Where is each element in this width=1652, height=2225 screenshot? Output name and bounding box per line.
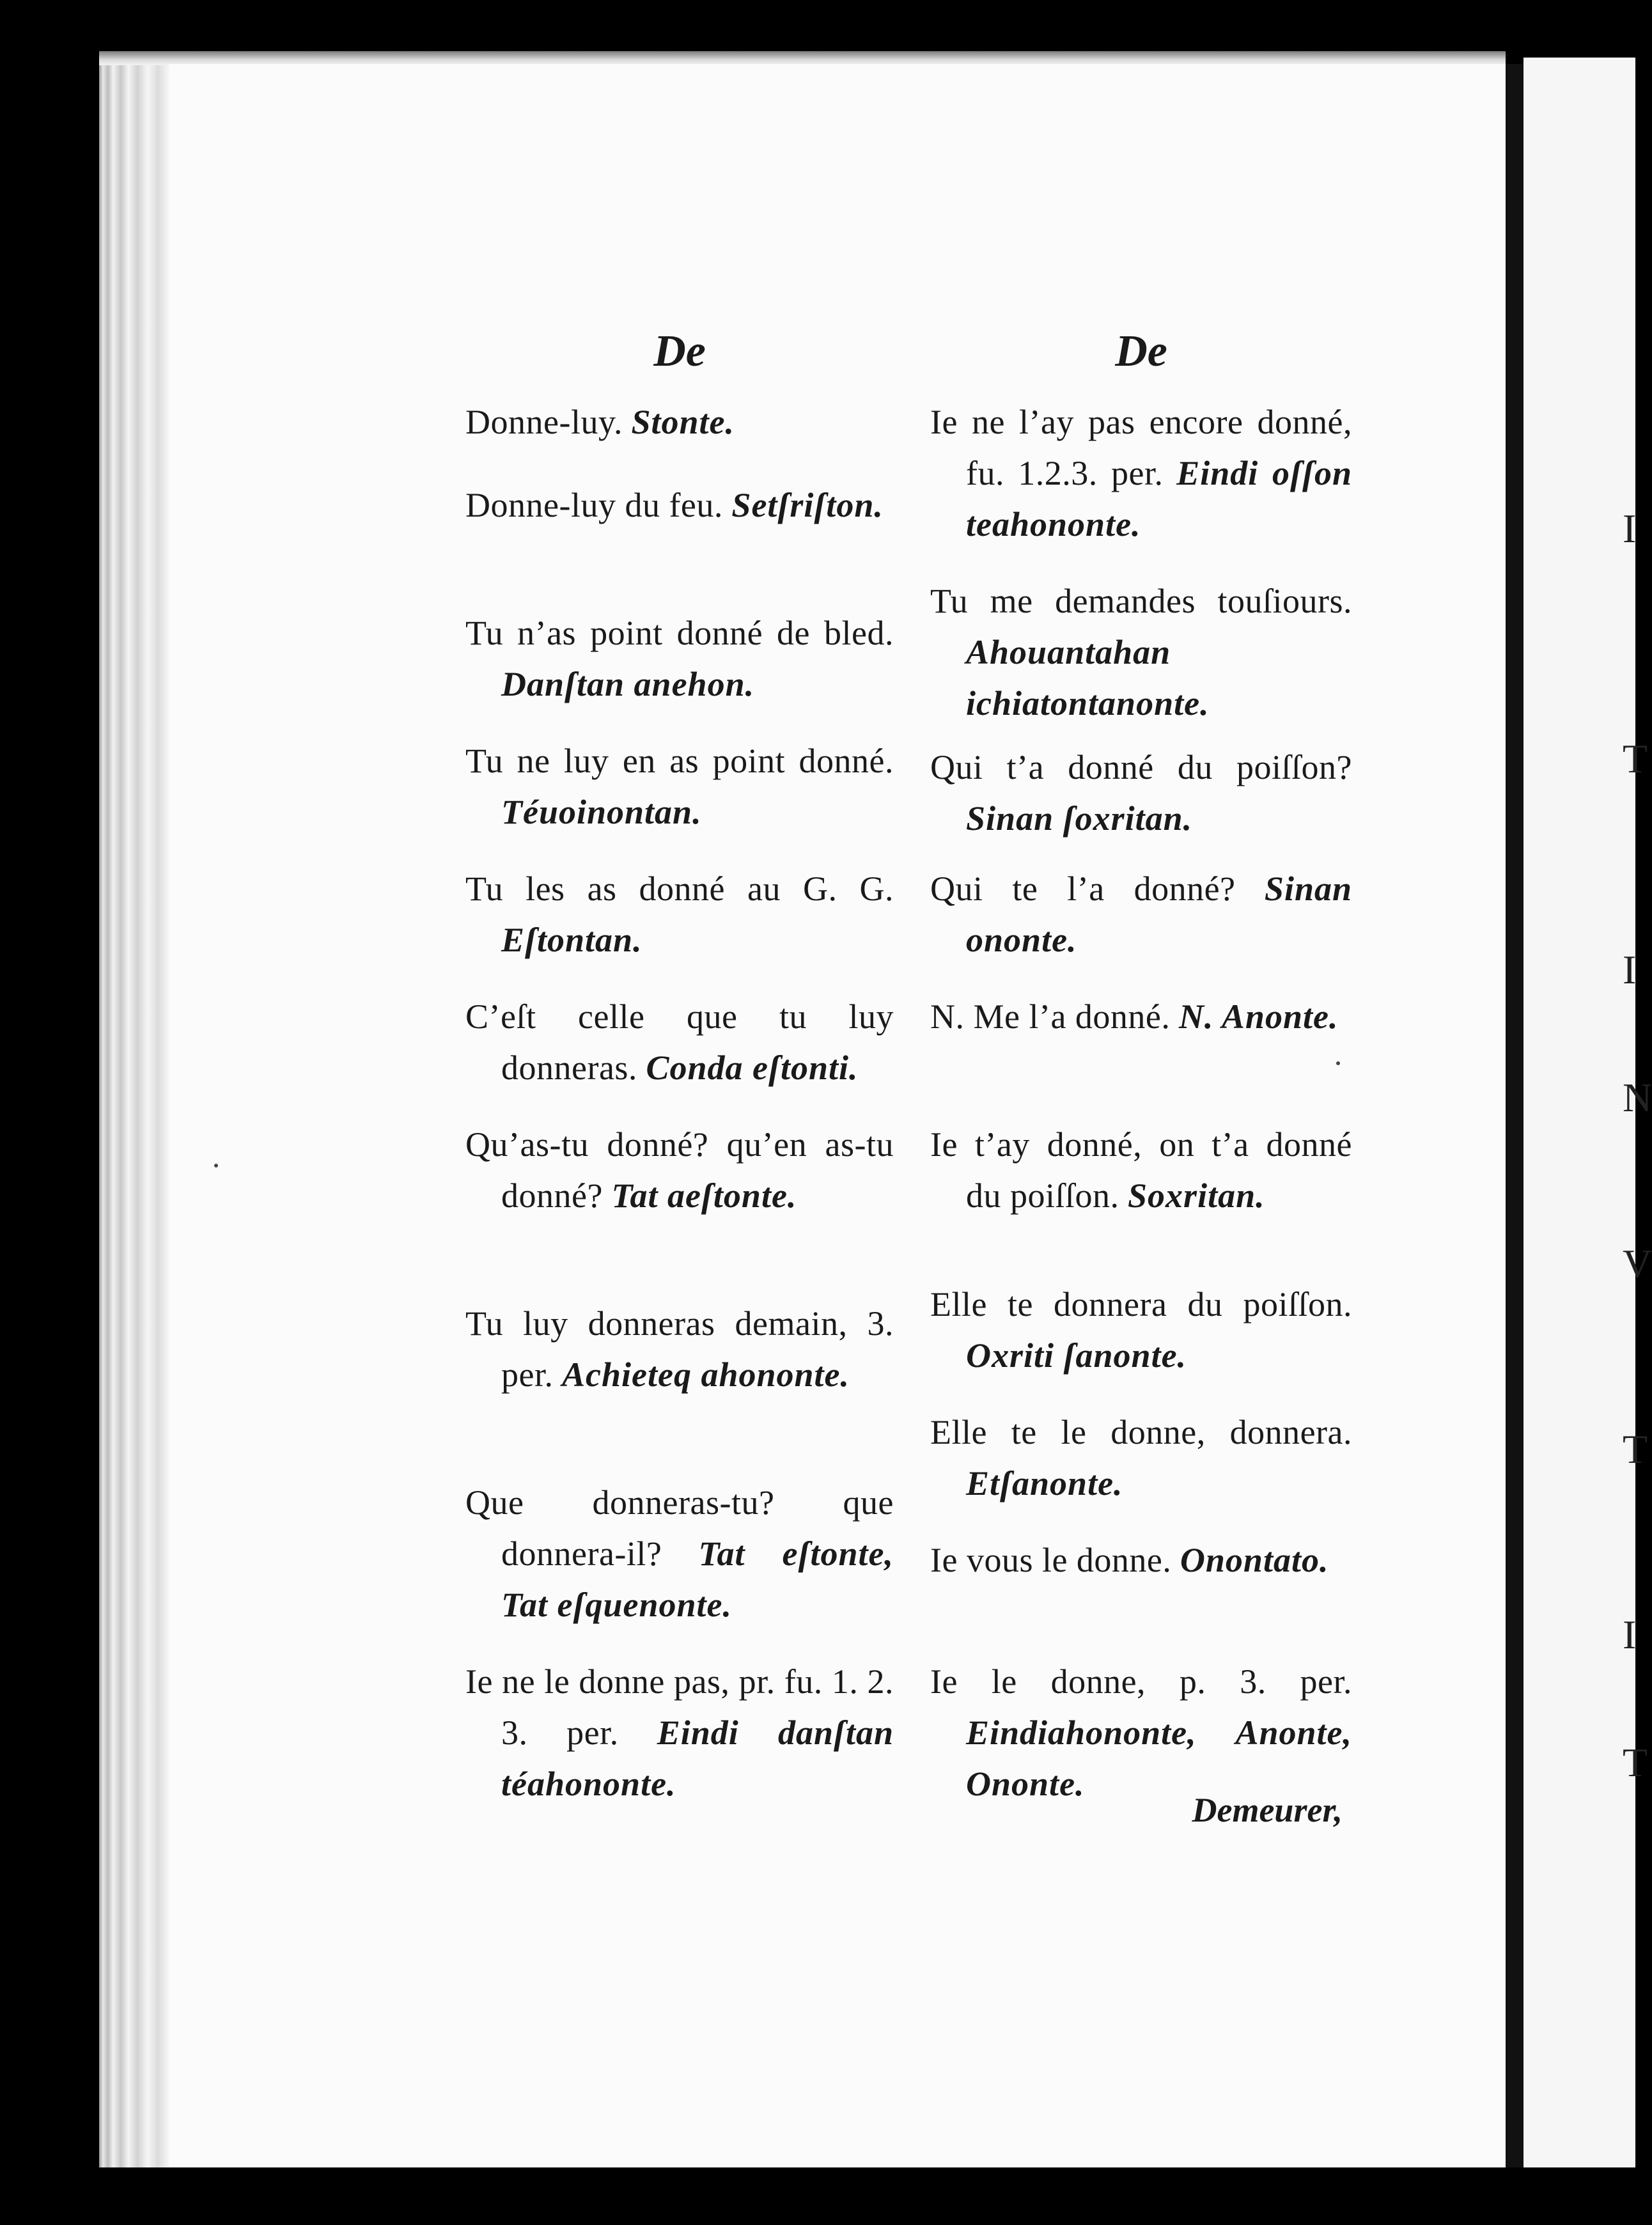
- huron-translation: Soxritan.: [1128, 1176, 1265, 1215]
- huron-translation: Eindi danſtan téahononte.: [501, 1714, 894, 1803]
- french-phrase: Qui t’a donné du poiſſon?: [930, 748, 1352, 786]
- french-phrase: Tu les as donné au G. G.: [465, 870, 894, 908]
- huron-translation: Stonte.: [631, 403, 735, 441]
- huron-translation: Eindiahononte, Anonte, Ononte.: [966, 1714, 1352, 1803]
- dictionary-entry: [465, 735, 894, 838]
- dictionary-entry: [930, 1119, 1352, 1221]
- huron-translation: Sinan ononte.: [966, 870, 1353, 959]
- huron-translation: Eſtontan.: [501, 921, 643, 959]
- french-phrase: Ie ne le donne pas, pr. fu. 1. 2. 3. per.: [465, 1662, 894, 1752]
- dictionary-entry: [930, 1534, 1352, 1586]
- dictionary-entry: [465, 480, 894, 531]
- dictionary-entry: [930, 1279, 1352, 1381]
- dictionary-entry: [465, 1119, 894, 1221]
- huron-translation: Danſtan anehon.: [501, 665, 755, 703]
- huron-translation: Achieteq ahononte.: [561, 1355, 850, 1394]
- french-phrase: Ie t’ay donné, on t’a donné du poiſſon.: [930, 1125, 1352, 1215]
- huron-translation: Tat eſtonte, Tat eſquenonte.: [501, 1534, 894, 1624]
- dictionary-entry: [465, 863, 894, 965]
- adjacent-page-letter: T: [1623, 1740, 1648, 1785]
- adjacent-page-letter: V: [1623, 1241, 1652, 1286]
- adjacent-page-letter: N: [1623, 1075, 1652, 1120]
- dictionary-entry: [465, 396, 894, 448]
- french-phrase: Tu ne luy en as point donné.: [465, 742, 894, 780]
- dictionary-entry: [930, 1407, 1352, 1509]
- french-phrase: C’eſt celle que tu luy donneras.: [465, 997, 894, 1087]
- huron-translation: Oxriti ſanonte.: [966, 1336, 1187, 1375]
- huron-translation: Onontato.: [1180, 1541, 1329, 1579]
- adjacent-page: [1523, 58, 1652, 2167]
- adjacent-page-letter: T: [1623, 736, 1648, 781]
- book-page-edges: [99, 51, 169, 2167]
- french-phrase: Ie le donne, p. 3. per.: [930, 1662, 1352, 1701]
- french-phrase: Tu luy donneras demain, 3. per.: [465, 1304, 894, 1394]
- paper-speck: [1336, 1061, 1340, 1065]
- french-phrase: Qu’as-tu donné? qu’en as-tu donné?: [465, 1125, 894, 1215]
- huron-translation: N. Anonte.: [1178, 997, 1339, 1036]
- dictionary-entry: [465, 1298, 894, 1400]
- french-phrase: Qui te l’a donné?: [930, 870, 1236, 908]
- dictionary-entry: [930, 1656, 1352, 1809]
- french-phrase: Que donneras-tu? que donnera-il?: [465, 1483, 894, 1573]
- adjacent-page-letter: T: [1623, 1426, 1648, 1472]
- huron-translation: Setſriſton.: [731, 486, 884, 524]
- dictionary-entry: [930, 575, 1352, 729]
- adjacent-page-letter: I: [1623, 506, 1637, 551]
- paper-speck: [214, 1164, 218, 1167]
- french-phrase: Ie vous le donne.: [930, 1541, 1172, 1579]
- huron-translation: Sinan ſoxritan.: [966, 799, 1193, 838]
- french-phrase: Tu n’as point donné de bled.: [465, 614, 894, 652]
- page-top-rim: [99, 51, 1506, 65]
- catchword: Demeurer,: [1192, 1791, 1343, 1829]
- adjacent-page-letter: I: [1623, 947, 1637, 992]
- french-phrase: Donne-luy du feu.: [465, 486, 723, 524]
- running-header-right: De: [1115, 327, 1167, 376]
- dictionary-entry: [465, 1656, 894, 1809]
- huron-translation: Conda eſtonti.: [646, 1049, 859, 1087]
- french-phrase: Elle te le donne, donnera.: [930, 1413, 1352, 1451]
- huron-translation: Etſanonte.: [966, 1464, 1123, 1503]
- dictionary-entry: [465, 1477, 894, 1630]
- dictionary-entry: [465, 991, 894, 1093]
- french-phrase: N. Me l’a donné.: [930, 997, 1171, 1036]
- running-header-left: De: [653, 327, 706, 376]
- huron-translation: Eindi oſſon teahononte.: [966, 454, 1353, 543]
- dictionary-entry: [930, 396, 1352, 550]
- dictionary-entry: [930, 863, 1352, 965]
- huron-translation: Téuoinontan.: [501, 793, 702, 831]
- huron-translation: Ahouantahan ichiatontanonte.: [966, 633, 1210, 722]
- huron-translation: Tat aeſtonte.: [611, 1176, 797, 1215]
- french-phrase: Ie ne l’ay pas encore donné, fu. 1.2.3. per.: [930, 403, 1352, 492]
- french-phrase: Tu me demandes touſiours.: [930, 582, 1352, 620]
- page-gutter: [1506, 64, 1523, 2167]
- dictionary-entry: [465, 607, 894, 710]
- french-phrase: Elle te donnera du poiſſon.: [930, 1285, 1352, 1323]
- dictionary-entry: [930, 742, 1352, 844]
- french-phrase: Donne-luy.: [465, 403, 623, 441]
- adjacent-page-letter: I: [1623, 1612, 1637, 1657]
- book-page: [169, 64, 1506, 2167]
- dictionary-entry: [930, 991, 1352, 1042]
